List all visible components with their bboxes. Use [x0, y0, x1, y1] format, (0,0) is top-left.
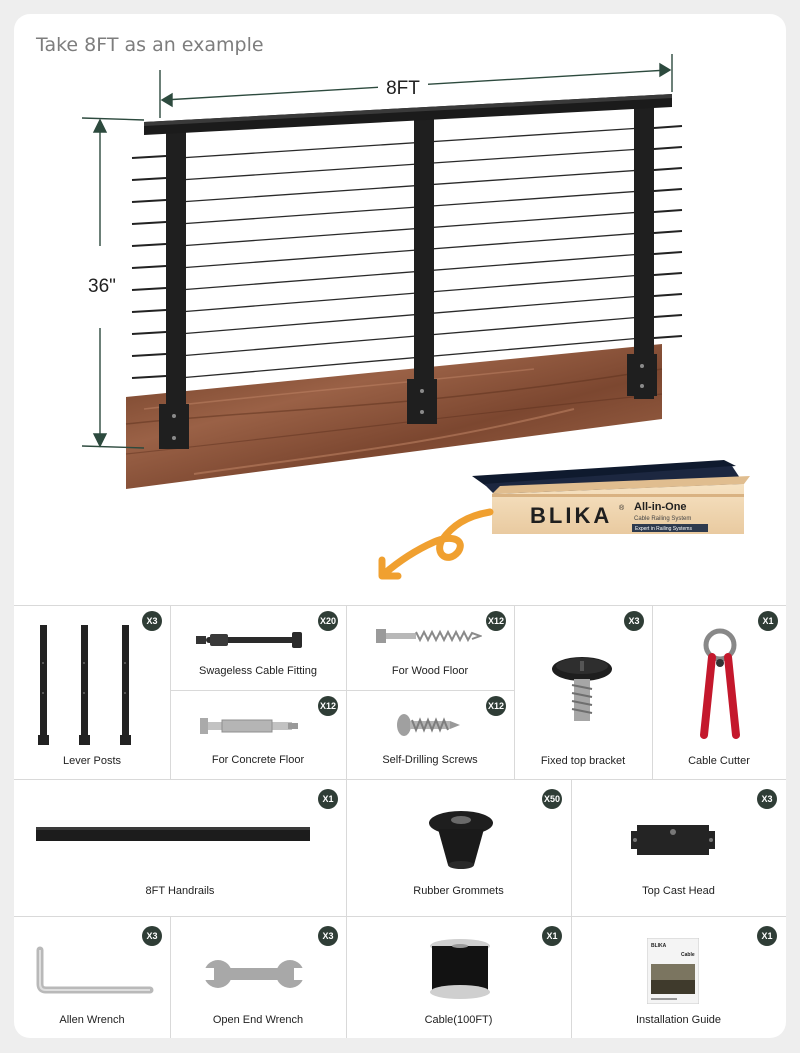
- guide-title: Cable: [681, 952, 695, 958]
- cast-head-icon: [631, 823, 715, 857]
- bracket-screw-icon: [550, 655, 614, 727]
- part-label: Cable Cutter: [688, 755, 750, 767]
- part-label: Installation Guide: [636, 1014, 721, 1026]
- cable-spool-icon: [428, 938, 492, 1000]
- product-box: [472, 460, 750, 534]
- part-label: Swageless Cable Fitting: [198, 665, 317, 677]
- right-cable-ends: [654, 126, 682, 338]
- part-label: Lever Posts: [62, 755, 122, 767]
- part-fixed-top-bracket: [514, 605, 652, 779]
- part-swageless-cable-fitting: [170, 605, 346, 690]
- qty-badge: X1: [757, 926, 777, 946]
- lag-screw-icon: [376, 627, 482, 645]
- part-self-drilling-screws: [346, 690, 514, 779]
- product-card: [14, 14, 786, 1038]
- grommet-icon: [428, 809, 494, 871]
- box-brand: BLIKA: [530, 503, 613, 528]
- qty-badge: X1: [318, 789, 338, 809]
- guide-booklet-icon: [647, 938, 699, 1004]
- qty-badge: X12: [486, 611, 506, 631]
- qty-badge: X1: [542, 926, 562, 946]
- part-label: Allen Wrench: [59, 1014, 125, 1026]
- box-subtitle: Cable Railing System: [634, 516, 692, 522]
- part-label: For Concrete Floor: [211, 754, 305, 766]
- qty-badge: X50: [542, 789, 562, 809]
- post-icon: [36, 623, 136, 747]
- part-label: 8FT Handrails: [145, 885, 215, 897]
- qty-badge: X3: [757, 789, 777, 809]
- cable-fitting-icon: [196, 629, 308, 651]
- part-installation-guide: [571, 916, 786, 1038]
- orange-arrow-icon: [382, 512, 490, 576]
- qty-badge: X12: [486, 696, 506, 716]
- qty-badge: X3: [318, 926, 338, 946]
- part-allen-wrench: [14, 916, 170, 1038]
- part-label: Fixed top bracket: [540, 755, 626, 767]
- part-label: For Wood Floor: [391, 665, 469, 677]
- box-title: All-in-One: [634, 501, 687, 513]
- part-concrete-floor-anchors: [170, 690, 346, 779]
- cable-cutter-icon: [692, 627, 748, 739]
- width-label: 8FT: [386, 78, 420, 99]
- part-open-end-wrench: [170, 916, 346, 1038]
- part-label: Cable(100FT): [424, 1014, 493, 1026]
- part-rubber-grommets: [346, 779, 571, 916]
- part-label: Rubber Grommets: [413, 885, 504, 897]
- qty-badge: X3: [624, 611, 644, 631]
- qty-badge: X3: [142, 611, 162, 631]
- allen-wrench-icon: [30, 946, 154, 996]
- part-wood-floor-screws: [346, 605, 514, 690]
- example-caption: Take 8FT as an example: [36, 34, 264, 56]
- qty-badge: X3: [142, 926, 162, 946]
- part-label: Self-Drilling Screws: [382, 754, 478, 766]
- height-label: 36": [88, 276, 116, 297]
- box-brand-mark: ®: [619, 505, 625, 512]
- part-cable-spool: [346, 916, 571, 1038]
- wood-base-beam: [126, 344, 662, 489]
- part-label: Top Cast Head: [642, 885, 715, 897]
- part-lever-posts: [14, 605, 170, 779]
- part-handrails: [14, 779, 346, 916]
- self-drilling-screw-icon: [396, 712, 462, 738]
- guide-brand: BLIKA: [651, 943, 667, 949]
- part-top-cast-head: [571, 779, 786, 916]
- box-tagline: Expert in Railing Systems: [635, 526, 692, 532]
- qty-badge: X12: [318, 696, 338, 716]
- anchor-bolt-icon: [200, 714, 300, 738]
- railing-illustration: [14, 14, 786, 604]
- left-cable-ends: [132, 156, 166, 378]
- handrail-icon: [36, 823, 312, 845]
- cables: [179, 128, 642, 378]
- qty-badge: X1: [758, 611, 778, 631]
- open-end-wrench-icon: [204, 956, 304, 992]
- part-label: Open End Wrench: [212, 1014, 304, 1026]
- part-cable-cutter: [652, 605, 786, 779]
- qty-badge: X20: [318, 611, 338, 631]
